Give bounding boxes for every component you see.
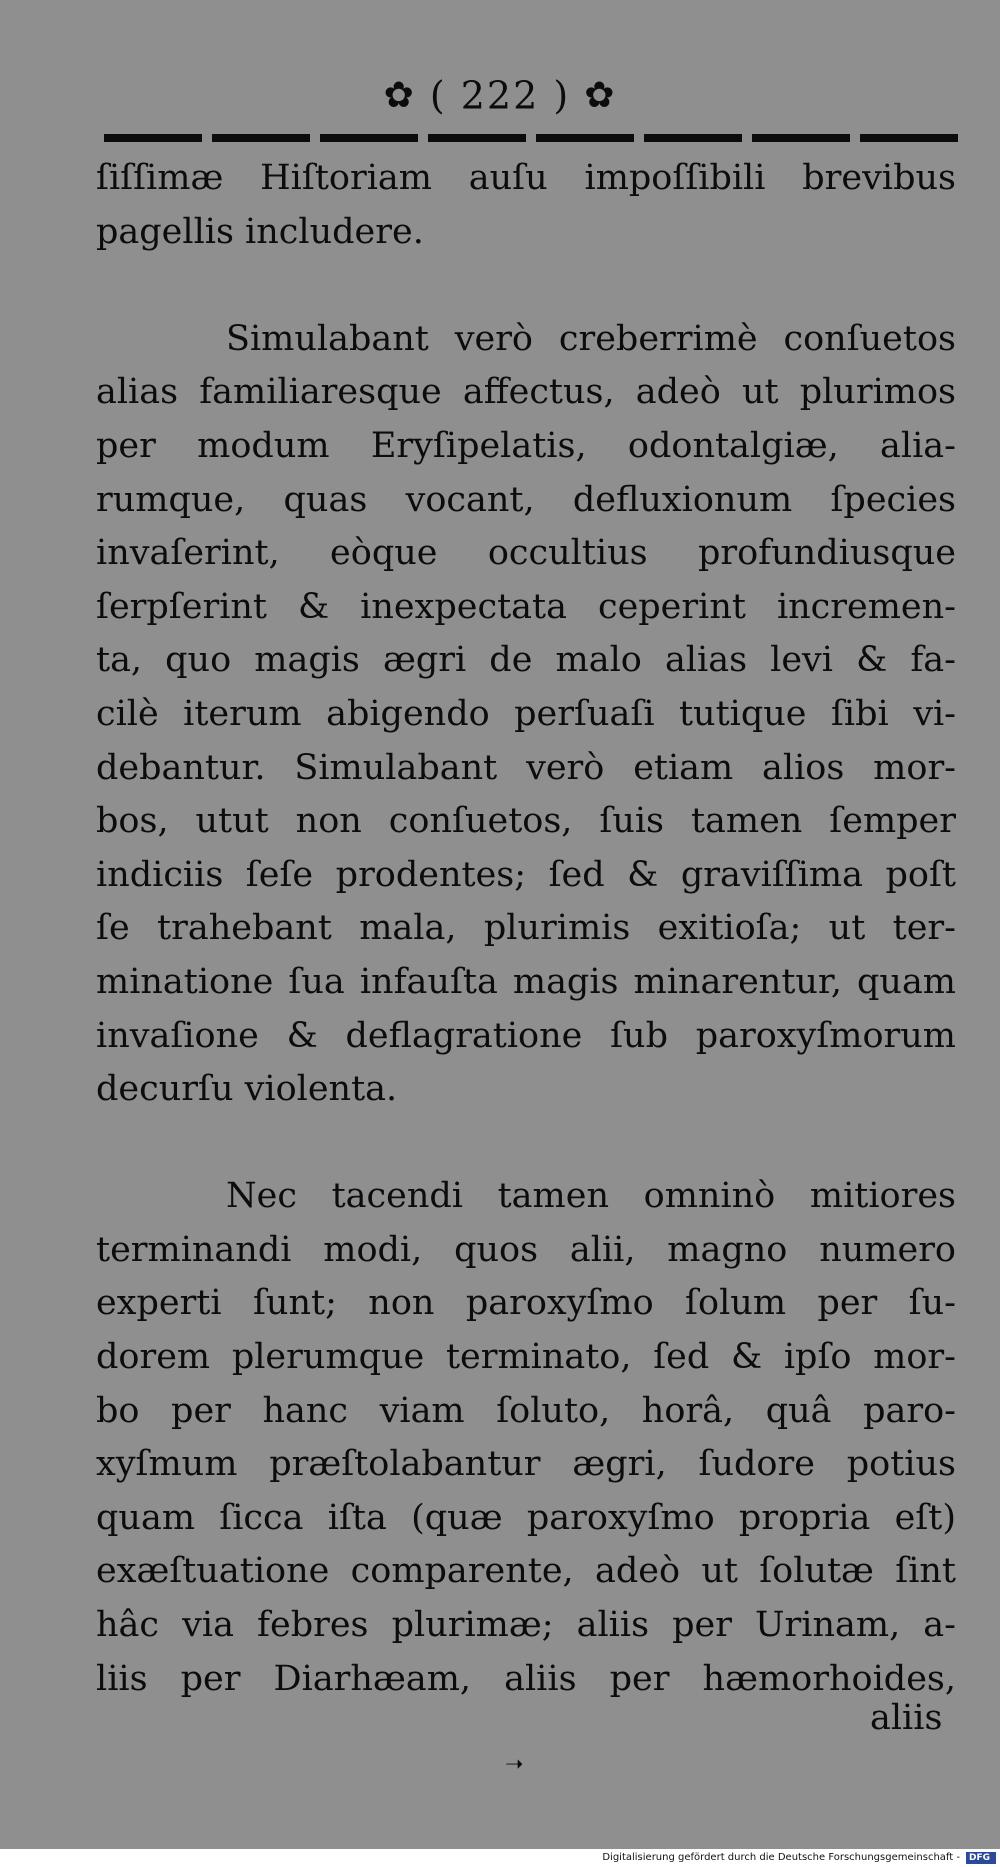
text-line: indiciis ſeſe prodentes; ſed & graviſſima poſt (96, 854, 956, 895)
catchword: aliis (870, 1698, 943, 1738)
digitization-footer (0, 1849, 1000, 1867)
text-line: terminandi modi, quos alii, magno numero (96, 1229, 956, 1270)
text-line: invaſione & deflagratione ſub paroxyſmorum (96, 1015, 956, 1056)
text-line: pagellis includere. (96, 211, 424, 252)
text-line: ſerpſerint & inexpectata ceperint incremen- (96, 586, 956, 627)
ornament-left-icon: ✿ (383, 75, 416, 116)
text-line: quam ſicca iſta (quæ paroxyſmo propria eſt) (96, 1497, 956, 1538)
page-number: ( 222 ) (429, 73, 571, 118)
text-line: exæſtuatione comparente, adeò ut ſolutæ ſint (96, 1551, 956, 1592)
dfg-logo-icon: DFG (966, 1852, 996, 1864)
ornament-right-icon: ✿ (584, 75, 617, 116)
page-header (0, 70, 1000, 118)
text-line: minatione ſua infauſta magis minarentur, quam (96, 961, 956, 1002)
decorative-mark-icon: ➝ (505, 1752, 524, 1777)
text-line: per modum Eryſipelatis, odontalgiæ, alia- (96, 425, 956, 466)
text-line: debantur. Simulabant verò etiam alios mor- (96, 747, 956, 788)
text-line: alias familiaresque affectus, adeò ut plurimos (96, 372, 956, 413)
footer-text: Digitalisierung gefördert durch die Deutsche Forschungsgemeinschaft - (602, 1852, 960, 1863)
header-rule (104, 134, 962, 142)
text-line: hâc via febres plurimæ; aliis per Urinam, a- (96, 1605, 956, 1646)
text-line: Simulabant verò creberrimè conſuetos (226, 318, 956, 359)
text-line: bo per hanc viam ſoluto, horâ, quâ paro- (96, 1390, 956, 1431)
text-line: liis per Diarhæam, aliis per hæmorhoides, (96, 1658, 956, 1699)
text-line: xyſmum præſtolabantur ægri, ſudore potius (96, 1444, 956, 1485)
text-line: bos, utut non conſuetos, ſuis tamen ſemper (96, 801, 956, 842)
text-line: decurſu violenta. (96, 1069, 398, 1110)
text-line: ſiſſimæ Hiſtoriam auſu impoſſibili brevibus (96, 158, 956, 198)
text-line: cilè iterum abigendo perſuaſi tutique ſibi vi- (96, 693, 956, 734)
text-line: ta, quo magis ægri de malo alias levi & fa- (96, 640, 956, 681)
text-line: invaſerint, eòque occultius profundiusque (96, 533, 956, 574)
body-text (96, 152, 956, 1706)
text-line: dorem plerumque terminato, ſed & ipſo mor- (96, 1337, 956, 1378)
text-line: rumque, quas vocant, defluxionum ſpecies (96, 479, 956, 520)
text-line: ſe trahebant mala, plurimis exitioſa; ut ter- (96, 908, 956, 949)
text-line: experti ſunt; non paroxyſmo ſolum per ſu- (96, 1283, 956, 1324)
text-line: Nec tacendi tamen omninò mitiores (226, 1176, 956, 1217)
